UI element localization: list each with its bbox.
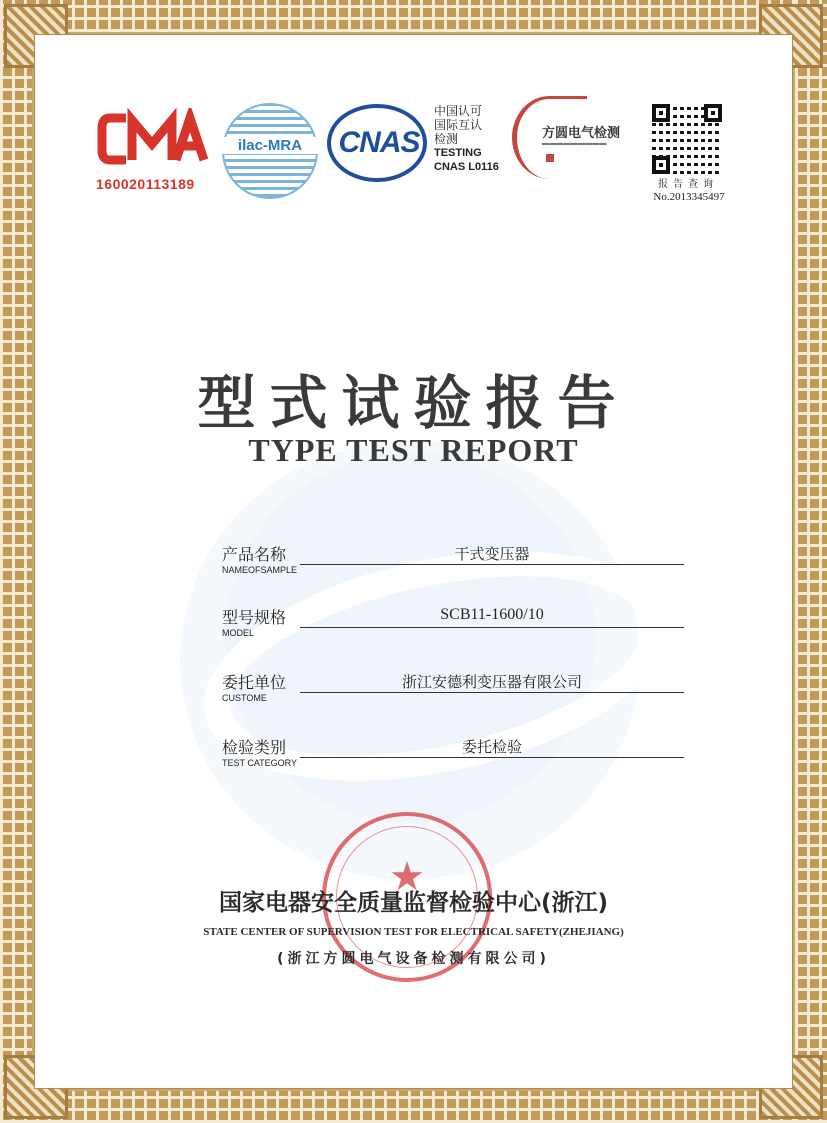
- star-icon: ★: [389, 854, 425, 900]
- title-chinese: 型式试验报告: [197, 369, 630, 437]
- ilac-mra-logo: [222, 103, 318, 199]
- cma-logo: [96, 108, 214, 198]
- cnas-logo: [327, 104, 431, 184]
- cnas-side-line: 检测: [434, 132, 459, 146]
- qr-finder-icon: [704, 104, 722, 122]
- field-sample-name: [222, 542, 684, 586]
- cnas-accreditation-text: [434, 104, 514, 174]
- issuer-name-cn: 国家电器安全质量监督检验中心(浙江): [218, 890, 609, 916]
- field-value: 浙江安德利变压器有限公司: [401, 673, 582, 691]
- field-underline: [300, 757, 684, 758]
- title-english: TYPE TEST REPORT: [248, 432, 579, 468]
- cma-letters-icon: [96, 108, 208, 170]
- field-label-en: MODEL: [222, 628, 255, 638]
- field-label-cn: 型号规格: [222, 608, 287, 627]
- field-label-en: CUSTOME: [222, 693, 267, 703]
- field-label-en: TEST CATEGORY: [222, 758, 298, 768]
- field-label-cn: 检验类别: [222, 738, 287, 757]
- fret-border-bottom: [0, 1091, 827, 1123]
- field-value: 干式变压器: [454, 545, 530, 563]
- field-customer: [222, 670, 684, 714]
- field-test-category: [222, 735, 684, 779]
- field-underline: [300, 692, 684, 693]
- ilac-mra-text: ilac-MRA: [222, 137, 318, 154]
- fangyuan-logo: [512, 96, 642, 180]
- report-number: No.2013345497: [653, 191, 725, 203]
- field-value: 委托检验: [461, 738, 522, 756]
- field-underline: [300, 564, 684, 565]
- field-label-en: NAMEOFSAMPLE: [222, 565, 298, 575]
- field-label-cn: 产品名称: [222, 545, 287, 564]
- qr-finder-icon: [652, 156, 670, 174]
- field-value: SCB11-1600/10: [440, 606, 544, 623]
- qr-code[interactable]: [652, 104, 722, 174]
- cma-number: 160020113189: [96, 176, 195, 192]
- qr-finder-icon: [652, 104, 670, 122]
- cnas-side-line: CNAS L0116: [434, 161, 499, 173]
- cnas-side-line: TESTING: [434, 147, 482, 159]
- issuer-company: (浙江方圆电气设备检测有限公司): [277, 951, 550, 967]
- cnas-side-line: 中国认可: [434, 104, 483, 118]
- qr-label: 报告查询: [658, 179, 718, 190]
- fangyuan-square-icon: [546, 154, 554, 162]
- field-label-cn: 委托单位: [222, 673, 287, 692]
- fret-border-top: [0, 0, 827, 32]
- cnas-text: CNAS: [338, 126, 420, 159]
- issuer-name-en: STATE CENTER OF SUPERVISION TEST FOR ELECTRICAL SAFETY(ZHEJIANG): [203, 926, 624, 938]
- fangyuan-subtext: ▬▬▬▬▬▬▬▬▬: [542, 140, 607, 147]
- fangyuan-name: 方圆电气检测: [542, 126, 621, 141]
- field-underline: [300, 627, 684, 628]
- field-model: [222, 605, 684, 649]
- cnas-side-line: 国际互认: [434, 118, 483, 132]
